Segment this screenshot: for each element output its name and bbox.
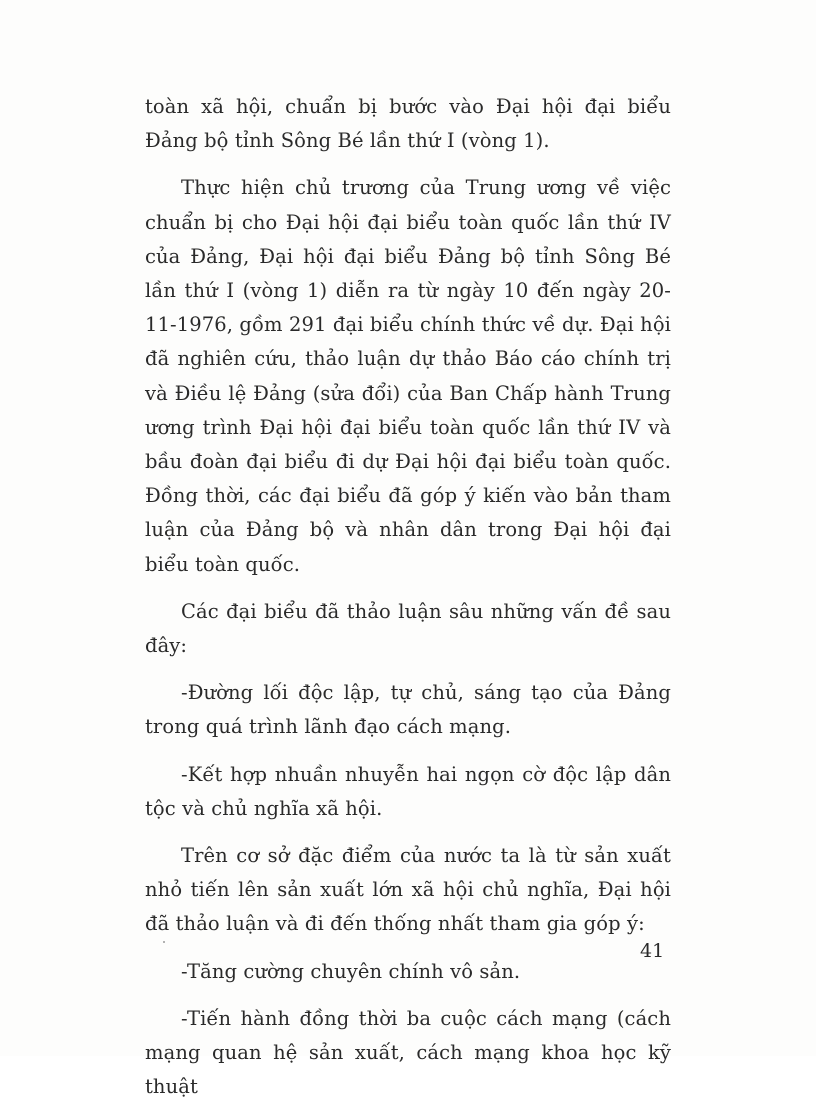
- list-paragraph: -Đường lối độc lập, tự chủ, sáng tạo của Đảng trong quá trình lãnh đạo cách mạng.: [145, 681, 671, 739]
- body-text: [145, 90, 671, 1117]
- list-paragraph: -Tiến hành đồng thời ba cuộc cách mạng (cách mạng quan hệ sản xuất, cách mạng khoa học kỹ thuật: [145, 1006, 671, 1099]
- list-paragraph: -Tăng cường chuyên chính vô sản.: [181, 959, 521, 983]
- paragraph: Thực hiện chủ trương của Trung ương về việc chuẩn bị cho Đại hội đại biểu toàn quốc lần thứ IV của Đảng, Đại hội đại biểu Đảng bộ tỉnh Sông Bé lần thứ I (vòng 1) diễn ra từ ngày 10 đến ngày 20-11-1976, gồm 291 đại biểu chính thức về dự. Đại hội đã nghiên cứu, thảo luận dự thảo Báo cáo chính trị và Điều lệ Đảng (sửa đổi) của Ban Chấp hành Trung ương trình Đại hội đại biểu toàn quốc lần thứ IV và bầu đoàn đại biểu đi dự Đại hội đại biểu toàn quốc. Đồng thời, các đại biểu đã góp ý kiến vào bản tham luận của Đảng bộ và nhân dân trong Đại hội đại biểu toàn quốc.: [145, 176, 671, 576]
- paper-speck: [163, 941, 165, 943]
- paragraph: Các đại biểu đã thảo luận sâu những vấn đề sau đây:: [145, 599, 671, 658]
- page-number: 41: [640, 940, 665, 962]
- paragraph-continued: toàn xã hội, chuẩn bị bước vào Đại hội đại biểu Đảng bộ tỉnh Sông Bé lần thứ I (vòng 1).: [145, 95, 671, 153]
- list-paragraph: -Kết hợp nhuần nhuyễn hai ngọn cờ độc lập dân tộc và chủ nghĩa xã hội.: [145, 762, 671, 820]
- paragraph: Trên cơ sở đặc điểm của nước ta là từ sản xuất nhỏ tiến lên sản xuất lớn xã hội chủ nghĩa, Đại hội đã thảo luận và đi đến thống nhất tham gia góp ý:: [145, 844, 671, 936]
